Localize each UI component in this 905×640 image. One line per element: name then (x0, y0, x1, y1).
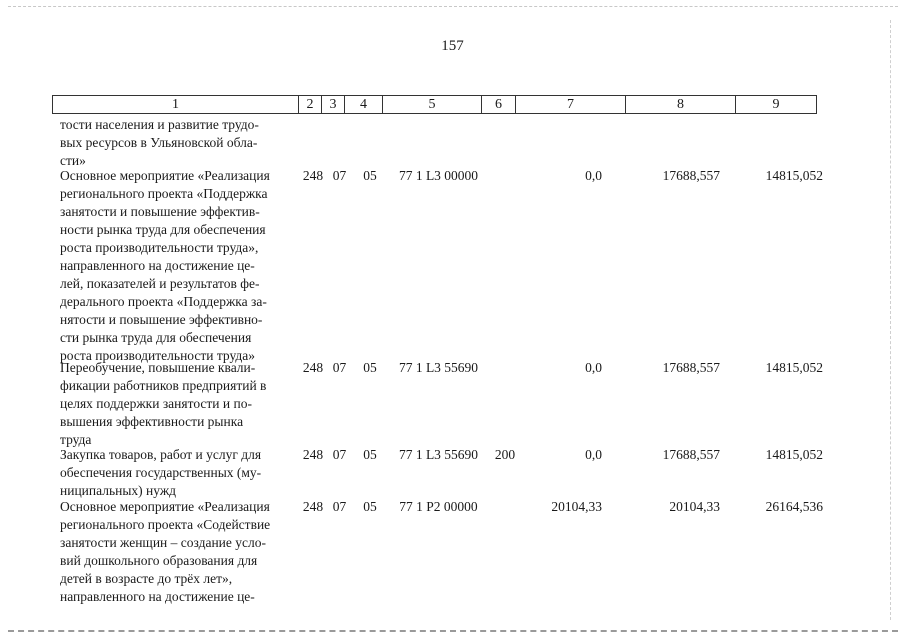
cell-amount-9: 14815,052 (765, 360, 823, 375)
header-col-6: 6 (482, 96, 516, 114)
row-description: Закупка товаров, работ и услуг для обеспечения государственных (му- ниципальных) нужд (60, 447, 262, 498)
cell-target-article: 77 1 L3 55690 (398, 447, 479, 462)
header-col-9: 9 (736, 96, 817, 114)
cell-amount-7: 0,0 (585, 360, 602, 375)
cell-section: 07 (332, 447, 347, 462)
cell-amount-8: 20104,33 (669, 499, 720, 514)
cell-section: 07 (332, 360, 347, 375)
header-col-7: 7 (516, 96, 626, 114)
header-col-4: 4 (345, 96, 383, 114)
cell-amount-7: 20104,33 (551, 499, 602, 514)
cell-subsection: 05 (363, 168, 377, 183)
cell-ministry-code: 248 (302, 360, 324, 375)
cell-section: 07 (332, 168, 347, 183)
cell-target-article: 77 1 L3 55690 (398, 360, 479, 375)
row-description: тости населения и развитие трудо- вых ресурсов в Ульяновской обла- сти» (60, 117, 259, 168)
header-col-1: 1 (53, 96, 299, 114)
cell-amount-8: 17688,557 (662, 360, 720, 375)
cell-target-article: 77 1 P2 00000 (399, 499, 478, 514)
cell-amount-9: 14815,052 (765, 447, 823, 462)
scan-edge-right (890, 20, 891, 620)
cell-amount-9: 14815,052 (765, 168, 823, 183)
cell-target-article: 77 1 L3 00000 (398, 168, 479, 183)
cell-amount-8: 17688,557 (662, 168, 720, 183)
page-number: 157 (441, 38, 464, 54)
cell-amount-9: 26164,536 (765, 499, 823, 514)
cell-ministry-code: 248 (302, 168, 324, 183)
cell-subsection: 05 (363, 447, 377, 462)
cell-ministry-code: 248 (302, 447, 324, 462)
header-col-2: 2 (299, 96, 322, 114)
scan-edge-bottom (8, 630, 898, 632)
cell-expense-type: 200 (494, 447, 516, 462)
header-col-5: 5 (383, 96, 482, 114)
row-description: Основное мероприятие «Реализация регионального проекта «Поддержка занятости и повышение эффектив- ности рынка труда для обеспечения роста производительности труда», направленного на достижение це- лей, показателей и результатов фе- дерального проекта «Поддержка за- нятости и повышение эффективно- сти рынка труда для обеспечения роста производительности труда» (60, 168, 270, 363)
header-col-8: 8 (626, 96, 736, 114)
cell-subsection: 05 (363, 499, 377, 514)
cell-ministry-code: 248 (302, 499, 324, 514)
cell-subsection: 05 (363, 360, 377, 375)
cell-section: 07 (332, 499, 347, 514)
cell-amount-7: 0,0 (585, 447, 602, 462)
cell-amount-8: 17688,557 (662, 447, 720, 462)
row-description: Переобучение, повышение квали- фикации работников предприятий в целях поддержки занятости и по- вышения эффективности рынка труда (60, 360, 267, 447)
header-col-3: 3 (322, 96, 345, 114)
cell-amount-7: 0,0 (585, 168, 602, 183)
scan-edge-top (8, 6, 898, 7)
row-description: Основное мероприятие «Реализация регионального проекта «Содействие занятости женщин – создание усло- вий дошкольного образования для детей в возрасте до трёх лет», направленного на достижение це- (60, 499, 271, 604)
column-number-header (52, 95, 817, 114)
